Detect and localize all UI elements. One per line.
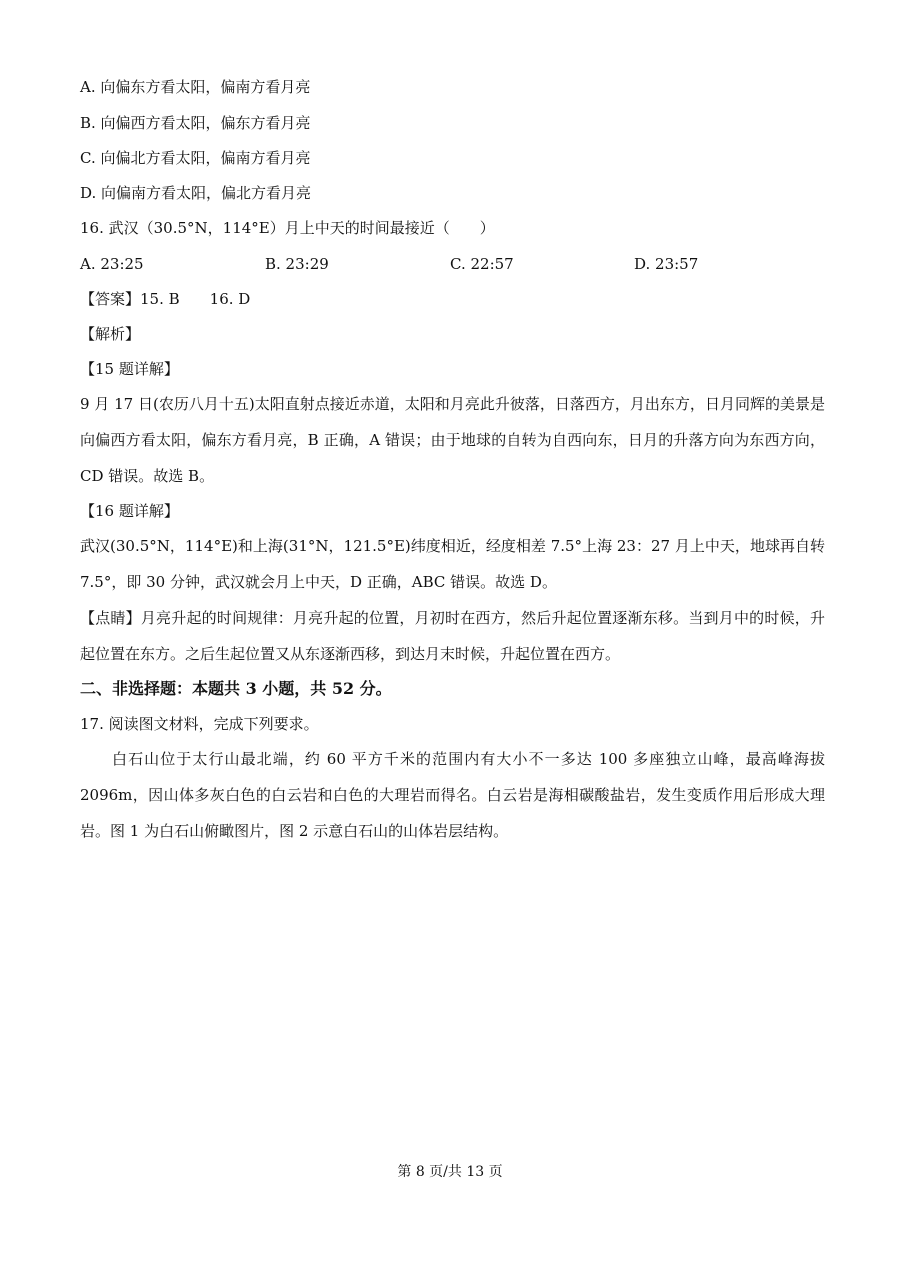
page-footer: 第 8 页/共 13 页 <box>397 1164 503 1180</box>
q15-option-b: B. 向偏西方看太阳，偏东方看月亮 <box>80 114 311 132</box>
q17-material: 白石山位于太行山最北端，约 60 平方千米的范围内有大小不一多达 100 多座独立山峰，最高峰海拔 2096m，因山体多灰白色的白云岩和白色的大理岩而得名。白云岩是海相碳酸盐岩，发生变质作用后形成大理岩。图 1 为白石山俯瞰图片，图 2 示意白石山的山体岩层结构。 <box>80 750 825 840</box>
q16-option-c: C. 22:57 <box>450 255 514 273</box>
q16-option-d: D. 23:57 <box>634 255 699 273</box>
analysis-label: 【解析】 <box>80 325 141 343</box>
q16-stem: 16. 武汉（30.5°N，114°E）月上中天的时间最接近（ ） <box>80 219 495 237</box>
detail-15-text: 9 月 17 日(农历八月十五)太阳直射点接近赤道，太阳和月亮此升彼落，日落西方，月出东方，日月同辉的美景是向偏西方看太阳，偏东方看月亮，B 正确，A 错误；由于地球的自转为自西向东，日月的升落方向为东西方向，CD 错误。故选 B。 <box>80 395 825 485</box>
q15-option-a: A. 向偏东方看太阳，偏南方看月亮 <box>80 78 311 96</box>
q17-stem: 17. 阅读图文材料，完成下列要求。 <box>80 715 319 733</box>
section-heading: 二、非选择题：本题共 3 小题，共 52 分。 <box>80 679 392 698</box>
detail-15-title: 【15 题详解】 <box>80 360 179 378</box>
q15-option-d: D. 向偏南方看太阳，偏北方看月亮 <box>80 184 312 202</box>
answer-line: 【答案】15. B 16. D <box>80 290 251 308</box>
detail-16-text: 武汉(30.5°N，114°E)和上海(31°N，121.5°E)纬度相近，经度相差 7.5°上海 23：27 月上中天，地球再自转 7.5°，即 30 分钟，武汉就会月上中天，D 正确，ABC 错误。故选 D。 <box>80 537 825 591</box>
q15-option-c: C. 向偏北方看太阳，偏南方看月亮 <box>80 149 311 167</box>
tip-paragraph: 【点睛】月亮升起的时间规律：月亮升起的位置，月初时在西方，然后升起位置逐渐东移。当到月中的时候，升起位置在东方。之后生起位置又从东逐渐西移，到达月末时候，升起位置在西方。 <box>80 609 825 663</box>
detail-16-title: 【16 题详解】 <box>80 502 179 520</box>
q16-option-b: B. 23:29 <box>265 255 329 273</box>
q16-option-a: A. 23:25 <box>80 255 144 273</box>
